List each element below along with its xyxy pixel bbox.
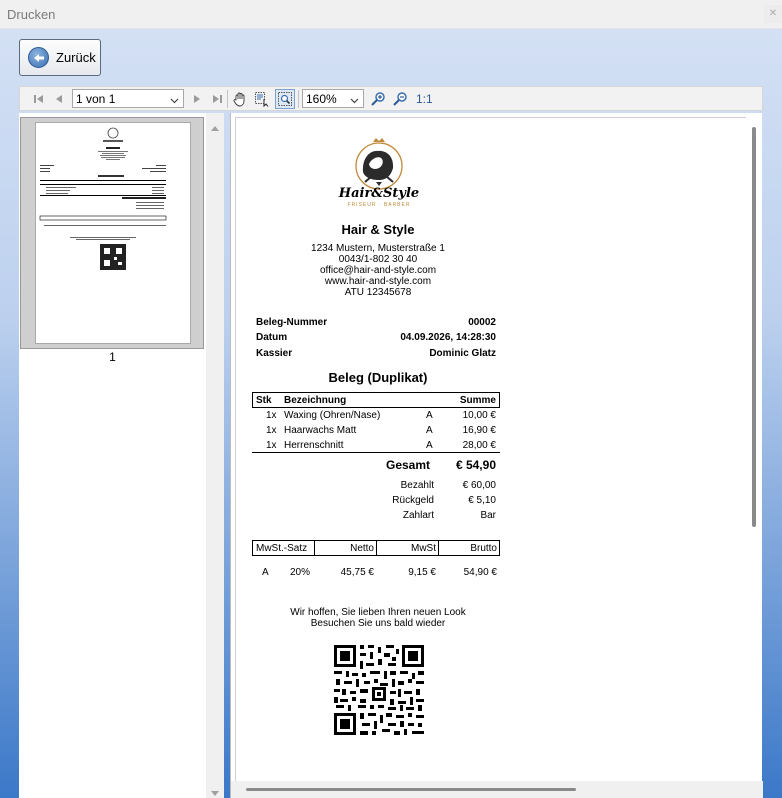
item-qty: 1x xyxy=(266,425,277,436)
item-desc: Waxing (Ohren/Nase) xyxy=(284,410,381,421)
item-tax: A xyxy=(426,425,433,436)
item-desc: Herrenschnitt xyxy=(284,440,344,451)
items-header-sum: Summe xyxy=(459,395,496,406)
tax-net: 45,75 € xyxy=(340,567,374,578)
shop-website: www.hair-and-style.com xyxy=(324,276,432,287)
tax-header-border-1 xyxy=(252,540,253,556)
info-label-datum: Datum xyxy=(256,332,288,343)
item-sum: 10,00 € xyxy=(462,410,496,421)
payment-label: Zahlart xyxy=(402,510,434,521)
actual-size-button[interactable]: 1:1 xyxy=(416,91,433,106)
shop-uid: ATU 12345678 xyxy=(344,287,412,298)
items-header-border-right xyxy=(499,392,500,408)
hand-tool-icon[interactable] xyxy=(231,90,249,108)
info-value-kassier: Dominic Glatz xyxy=(429,348,496,359)
footer-line-2: Besuchen Sie uns bald wieder xyxy=(310,618,446,629)
receipt-page xyxy=(235,117,747,781)
preview-toolbar xyxy=(19,86,763,111)
tax-header-net: Netto xyxy=(350,543,374,554)
page-select-value: 1 von 1 xyxy=(76,91,116,106)
item-qty: 1x xyxy=(266,410,277,421)
back-button[interactable] xyxy=(19,39,101,76)
next-page-icon[interactable] xyxy=(190,92,204,106)
chevron-down-icon xyxy=(170,94,179,108)
tax-vat: 9,15 € xyxy=(408,567,436,578)
total-value: € 54,90 xyxy=(455,458,496,472)
item-tax: A xyxy=(426,440,433,451)
items-bottom-line xyxy=(252,452,500,453)
previous-page-icon[interactable] xyxy=(52,92,66,106)
tax-header-border-4 xyxy=(438,540,439,556)
tax-header-border-5 xyxy=(499,540,500,556)
tax-header-gross: Brutto xyxy=(470,543,497,554)
preview-vertical-scrollbar[interactable] xyxy=(746,113,762,781)
thumbnail-pane xyxy=(19,113,206,798)
items-header-border-left xyxy=(252,392,253,408)
thumbnail-page-number: 1 xyxy=(109,350,116,364)
footer-line-1: Wir hoffen, Sie lieben Ihren neuen Look xyxy=(290,607,466,618)
payment-value: Bar xyxy=(480,510,496,521)
zoom-in-icon[interactable] xyxy=(370,91,386,107)
item-qty: 1x xyxy=(266,440,277,451)
scroll-down-icon[interactable] xyxy=(210,785,220,798)
shop-address: 1234 Mustern, Musterstraße 1 xyxy=(311,243,445,254)
select-text-icon[interactable] xyxy=(253,90,271,108)
qr-code xyxy=(332,643,426,737)
scrollbar-thumb[interactable] xyxy=(752,127,756,527)
shop-phone: 0043/1-802 30 40 xyxy=(338,254,418,265)
receipt-heading: Beleg (Duplikat) xyxy=(328,370,428,385)
back-button-label: Zurück xyxy=(56,50,96,65)
info-value-datum: 04.09.2026, 14:28:30 xyxy=(400,332,496,343)
item-sum: 28,00 € xyxy=(462,440,496,451)
tax-header-border-2 xyxy=(314,540,315,556)
shop-name: Hair & Style xyxy=(341,222,415,237)
info-label-kassier: Kassier xyxy=(256,348,293,359)
close-icon[interactable]: ✕ xyxy=(764,5,782,23)
items-header-line-bottom xyxy=(252,407,500,408)
last-page-icon[interactable] xyxy=(210,92,224,106)
total-label: Gesamt xyxy=(386,458,431,472)
payment-value: € 5,10 xyxy=(468,495,496,506)
thumbnail-scrollbar[interactable] xyxy=(206,113,224,798)
snapshot-tool-icon[interactable] xyxy=(275,89,295,109)
items-header-line-top xyxy=(252,392,500,393)
toolbar-separator xyxy=(298,90,299,108)
arrow-left-icon xyxy=(28,47,49,68)
zoom-select[interactable] xyxy=(302,89,364,108)
tax-code: A xyxy=(262,567,269,578)
print-preview-pane xyxy=(230,113,762,798)
zoom-out-icon[interactable] xyxy=(392,91,408,107)
scrollbar-thumb[interactable] xyxy=(246,788,576,791)
item-tax: A xyxy=(426,410,433,421)
tax-header-vat: MwSt xyxy=(411,543,436,554)
tax-header-rate: MwSt.-Satz xyxy=(256,543,308,554)
preview-horizontal-scrollbar[interactable] xyxy=(231,781,763,798)
page-select[interactable] xyxy=(72,89,184,108)
scroll-up-icon[interactable] xyxy=(210,119,220,137)
window-title: Drucken xyxy=(7,7,56,22)
items-header-qty: Stk xyxy=(256,395,272,406)
shop-email: office@hair-and-style.com xyxy=(319,265,437,276)
logo-subtext: FRISEUR · BARBER xyxy=(347,202,411,208)
toolbar-separator xyxy=(227,90,228,108)
zoom-select-value: 160% xyxy=(306,91,337,106)
items-header-desc: Bezeichnung xyxy=(284,395,347,406)
first-page-icon[interactable] xyxy=(32,92,46,106)
info-value-beleg-nummer: 00002 xyxy=(468,317,496,328)
thumbnail-page xyxy=(35,122,191,344)
chevron-down-icon xyxy=(350,94,359,108)
thumbnail-preview xyxy=(36,123,190,343)
tax-gross: 54,90 € xyxy=(463,567,497,578)
item-desc: Haarwachs Matt xyxy=(284,425,357,436)
item-sum: 16,90 € xyxy=(462,425,496,436)
title-bar xyxy=(0,0,782,29)
payment-label: Bezahlt xyxy=(400,480,434,491)
payment-label: Rückgeld xyxy=(392,495,434,506)
tax-header-border-3 xyxy=(376,540,377,556)
payment-value: € 60,00 xyxy=(462,480,496,491)
tax-rate: 20% xyxy=(290,567,311,578)
info-label-beleg-nummer: Beleg-Nummer xyxy=(256,317,328,328)
page-thumbnail[interactable] xyxy=(20,117,204,349)
logo-text: Hair&Style xyxy=(338,186,420,201)
